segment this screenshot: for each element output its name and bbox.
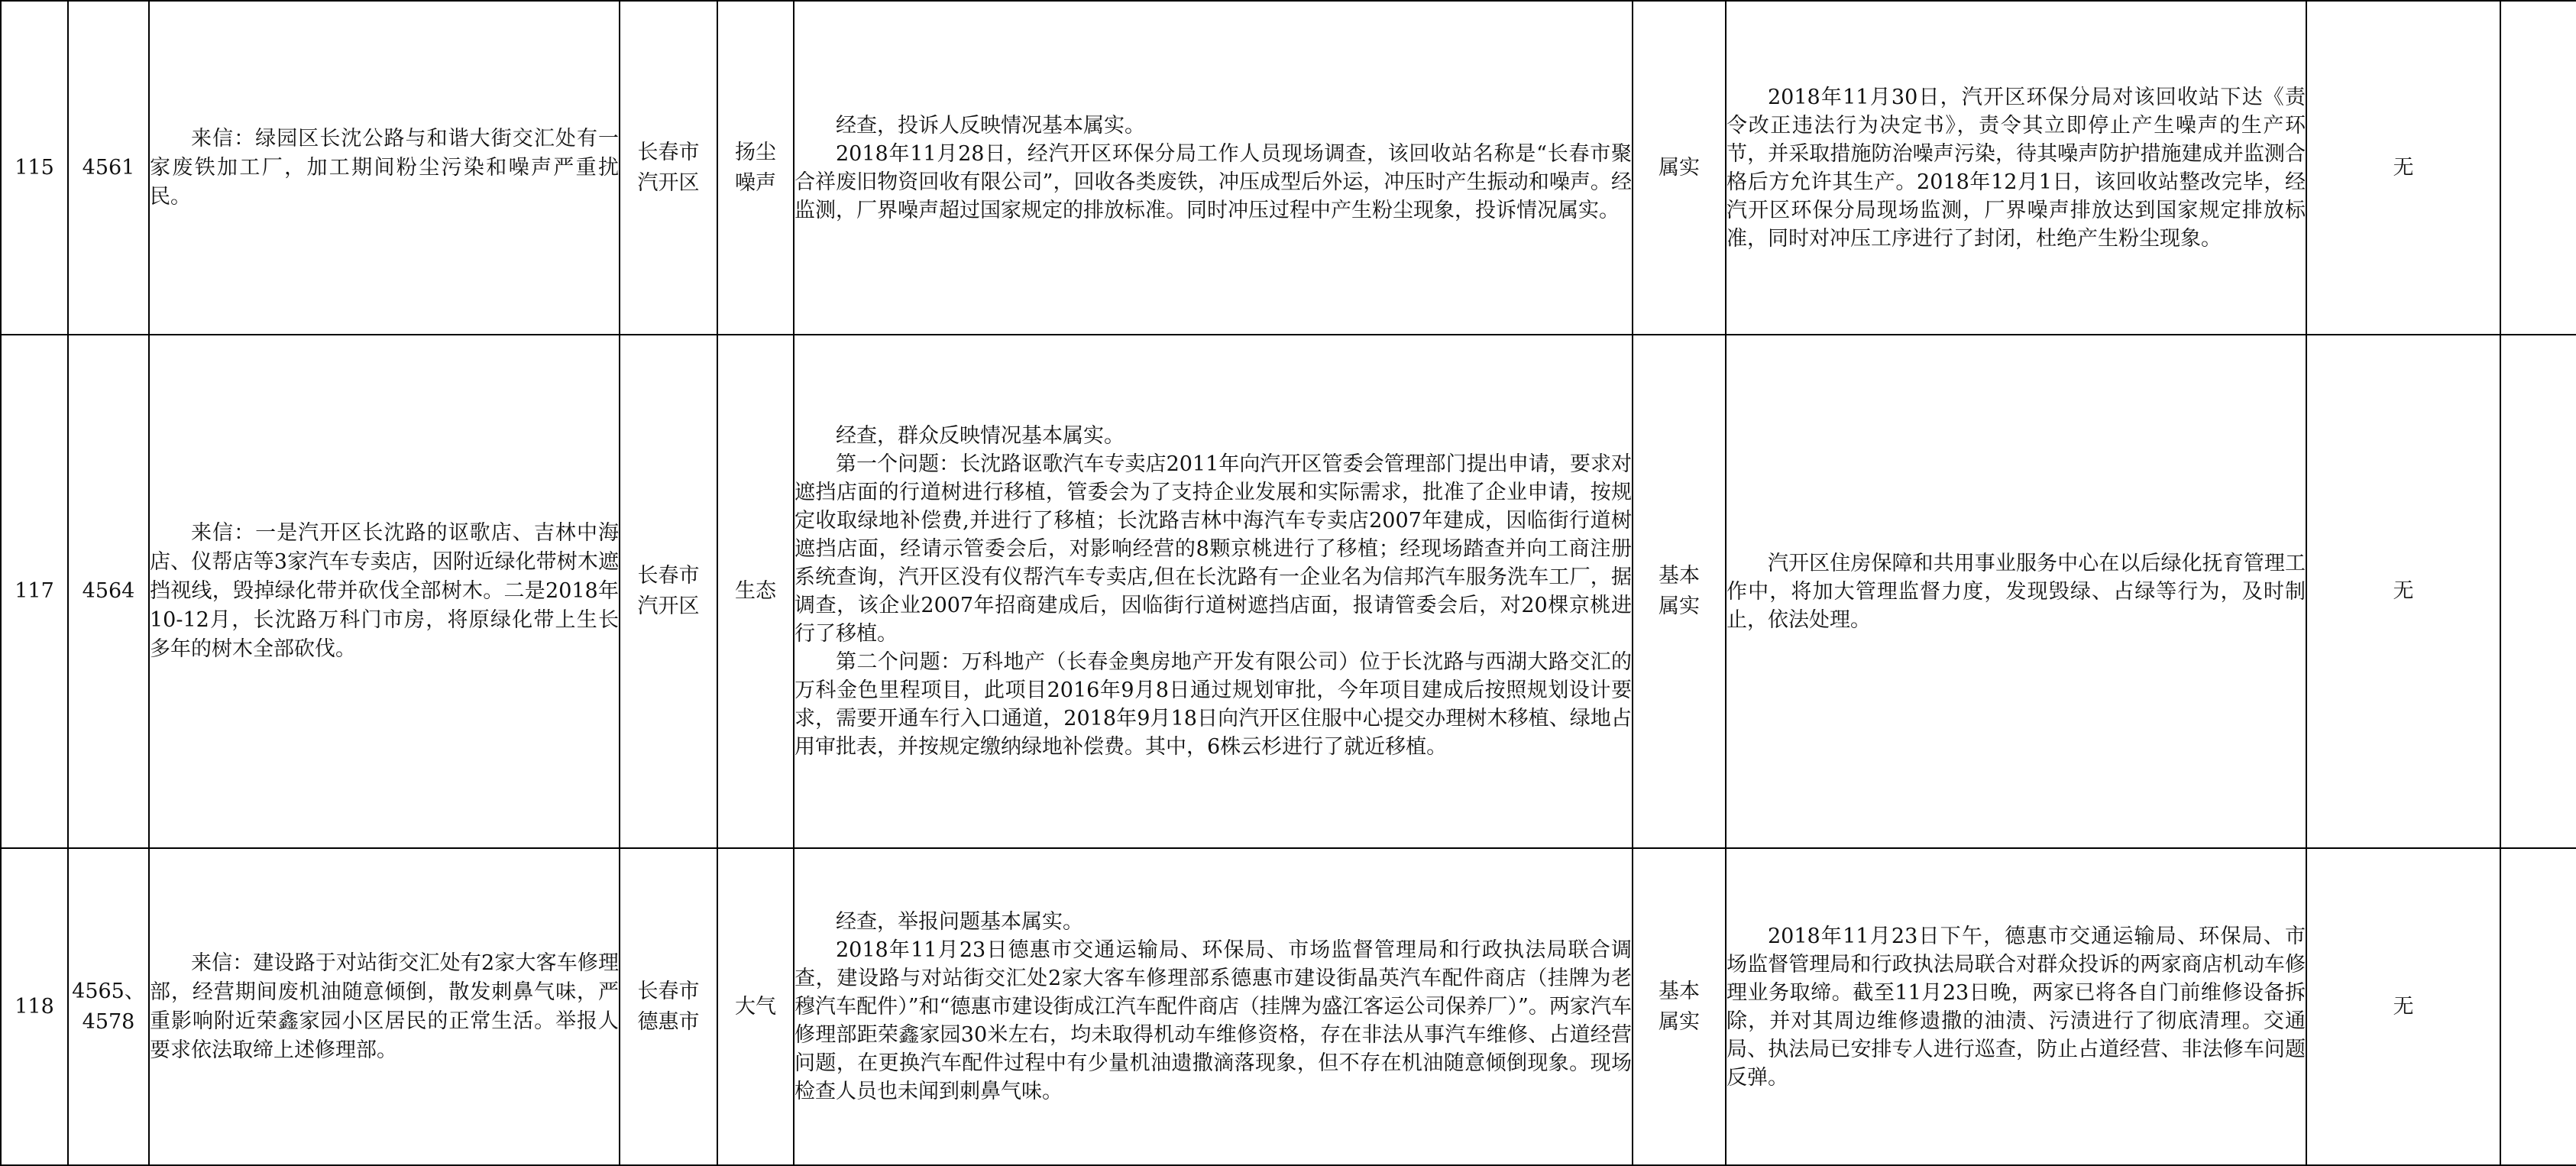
verdict-cell: 基本 属实 xyxy=(1633,848,1726,1165)
location-cell: 长春市 汽开区 xyxy=(620,1,717,335)
investigation-paragraph: 2018年11月23日德惠市交通运输局、环保局、市场监督管理局和行政执法局联合调查，建设路与对站街交汇处2家大客车修理部系德惠市建设街晶英汽车配件商店（挂牌为老穆汽车配件）”和“德惠市建设街成江汽车配件商店（挂牌为盛江客运公司保养厂）”。两家汽车修理部距荣鑫家园30米左右，均未取得机动车维修资格，存在非法从事汽车维修、占道经营问题，在更换汽车配件过程中有少量机油遗撒滴落现象，但不存在机油随意倾倒现象。现场检查人员也未闻到刺鼻气味。 xyxy=(794,938,1632,1103)
complaint-text: 来信：一是汽开区长沈路的讴歌店、吉林中海店、仪帮店等3家汽车专卖店，因附近绿化带树木遮挡视线，毁掉绿化带并砍伐全部树木。二是2018年10-12月，长沈路万科门市房，将原绿化带上生长多年的树木全部砍伐。 xyxy=(150,521,619,661)
table-row xyxy=(1,848,2576,1165)
verdict-cell: 基本 属实 xyxy=(1633,335,1726,848)
complaint-text: 来信：绿园区长沈公路与和谐大街交汇处有一家废铁加工厂，加工期间粉尘污染和噪声严重扰民。 xyxy=(150,126,619,209)
remark-cell xyxy=(2500,335,2576,848)
handling-cell xyxy=(1726,1,2306,335)
handling-text: 汽开区住房保障和共用事业服务中心在以后绿化抚育管理工作中，将加大管理监督力度，发现毁绿、占绿等行为，及时制止，依法处理。 xyxy=(1727,551,2306,632)
complaint-cell xyxy=(149,1,620,335)
handling-text: 2018年11月30日，汽开区环保分局对该回收站下达《责令改正违法行为决定书》，责令其立即停止产生噪声的生产环节，并采取措施防治噪声污染，待其噪声防护措施建成并监测合格后方允许其生产。2018年12月1日，该回收站整改完毕，经汽开区环保分局现场监测，厂界噪声排放达到国家规定排放标准，同时对冲压工序进行了封闭，杜绝产生粉尘现象。 xyxy=(1727,85,2306,251)
investigation-cell xyxy=(794,848,1633,1165)
complaint-cell xyxy=(149,848,620,1165)
seq-cell: 115 xyxy=(1,1,68,335)
accountability-cell: 无 xyxy=(2306,1,2500,335)
verdict-cell: 属实 xyxy=(1633,1,1726,335)
location-cell: 长春市 德惠市 xyxy=(620,848,717,1165)
investigation-paragraph: 第二个问题：万科地产（长春金奥房地产开发有限公司）位于长沈路与西湖大路交汇的万科金色里程项目，此项目2016年9月8日通过规划审批，今年项目建成后按照规划设计要求，需要开通车行入口通道，2018年9月18日向汽开区住服中心提交办理树木移植、绿地占用审批表，并按规定缴纳绿地补偿费。其中，6株云杉进行了就近移植。 xyxy=(794,650,1632,759)
investigation-paragraph: 2018年11月28日，经汽开区环保分局工作人员现场调查，该回收站名称是“长春市聚合祥废旧物资回收有限公司”，回收各类废铁，冲压成型后外运，冲压时产生振动和噪声。经监测，厂界噪声超过国家规定的排放标准。同时冲压过程中产生粉尘现象，投诉情况属实。 xyxy=(794,141,1632,222)
seq-cell: 117 xyxy=(1,335,68,848)
case-number-cell: 4565、 4578 xyxy=(68,848,149,1165)
remark-cell xyxy=(2500,848,2576,1165)
investigation-paragraph: 经查，举报问题基本属实。 xyxy=(836,910,1083,934)
investigation-paragraph: 经查，群众反映情况基本属实。 xyxy=(836,424,1125,448)
investigation-paragraph: 第一个问题：长沈路讴歌汽车专卖店2011年向汽开区管委会管理部门提出申请，要求对遮挡店面的行道树进行移植，管委会为了支持企业发展和实际需求，批准了企业申请，按规定收取绿地补偿费,并进行了移植；长沈路吉林中海汽车专卖店2007年建成，因临街行道树遮挡店面，经请示管委会后，对影响经营的8颗京桃进行了移植；经现场踏查并向工商注册系统查询，汽开区没有仪帮汽车专卖店,但在长沈路有一企业名为信邦汽车服务洗车工厂，据调查，该企业2007年招商建成后，因临街行道树遮挡店面，报请管委会后，对20棵京桃进行了移植。 xyxy=(794,452,1632,646)
complaint-text: 来信：建设路于对站街交汇处有2家大客车修理部，经营期间废机油随意倾倒，散发刺鼻气味，严重影响附近荣鑫家园小区居民的正常生活。举报人要求依法取缔上述修理部。 xyxy=(150,951,619,1062)
complaint-cell xyxy=(149,335,620,848)
seq-cell: 118 xyxy=(1,848,68,1165)
case-number-cell: 4561 xyxy=(68,1,149,335)
pollution-type-cell: 生态 xyxy=(717,335,794,848)
pollution-type-cell: 扬尘 噪声 xyxy=(717,1,794,335)
pollution-type-cell: 大气 xyxy=(717,848,794,1165)
investigation-cell xyxy=(794,1,1633,335)
accountability-cell: 无 xyxy=(2306,848,2500,1165)
table-row xyxy=(1,1,2576,335)
location-cell: 长春市 汽开区 xyxy=(620,335,717,848)
handling-cell xyxy=(1726,335,2306,848)
investigation-paragraph: 经查，投诉人反映情况基本属实。 xyxy=(836,113,1145,138)
investigation-cell xyxy=(794,335,1633,848)
accountability-cell: 无 xyxy=(2306,335,2500,848)
handling-text: 2018年11月23日下午，德惠市交通运输局、环保局、市场监督管理局和行政执法局联合对群众投诉的两家商店机动车修理业务取缔。截至11月23日晚，两家已将各自门前维修设备拆除，并对其周边维修遗撒的油渍、污渍进行了彻底清理。交通局、执法局已安排专人进行巡查，防止占道经营、非法修车问题反弹。 xyxy=(1727,924,2306,1090)
remark-cell xyxy=(2500,1,2576,335)
handling-cell xyxy=(1726,848,2306,1165)
case-number-cell: 4564 xyxy=(68,335,149,848)
table-row xyxy=(1,335,2576,848)
